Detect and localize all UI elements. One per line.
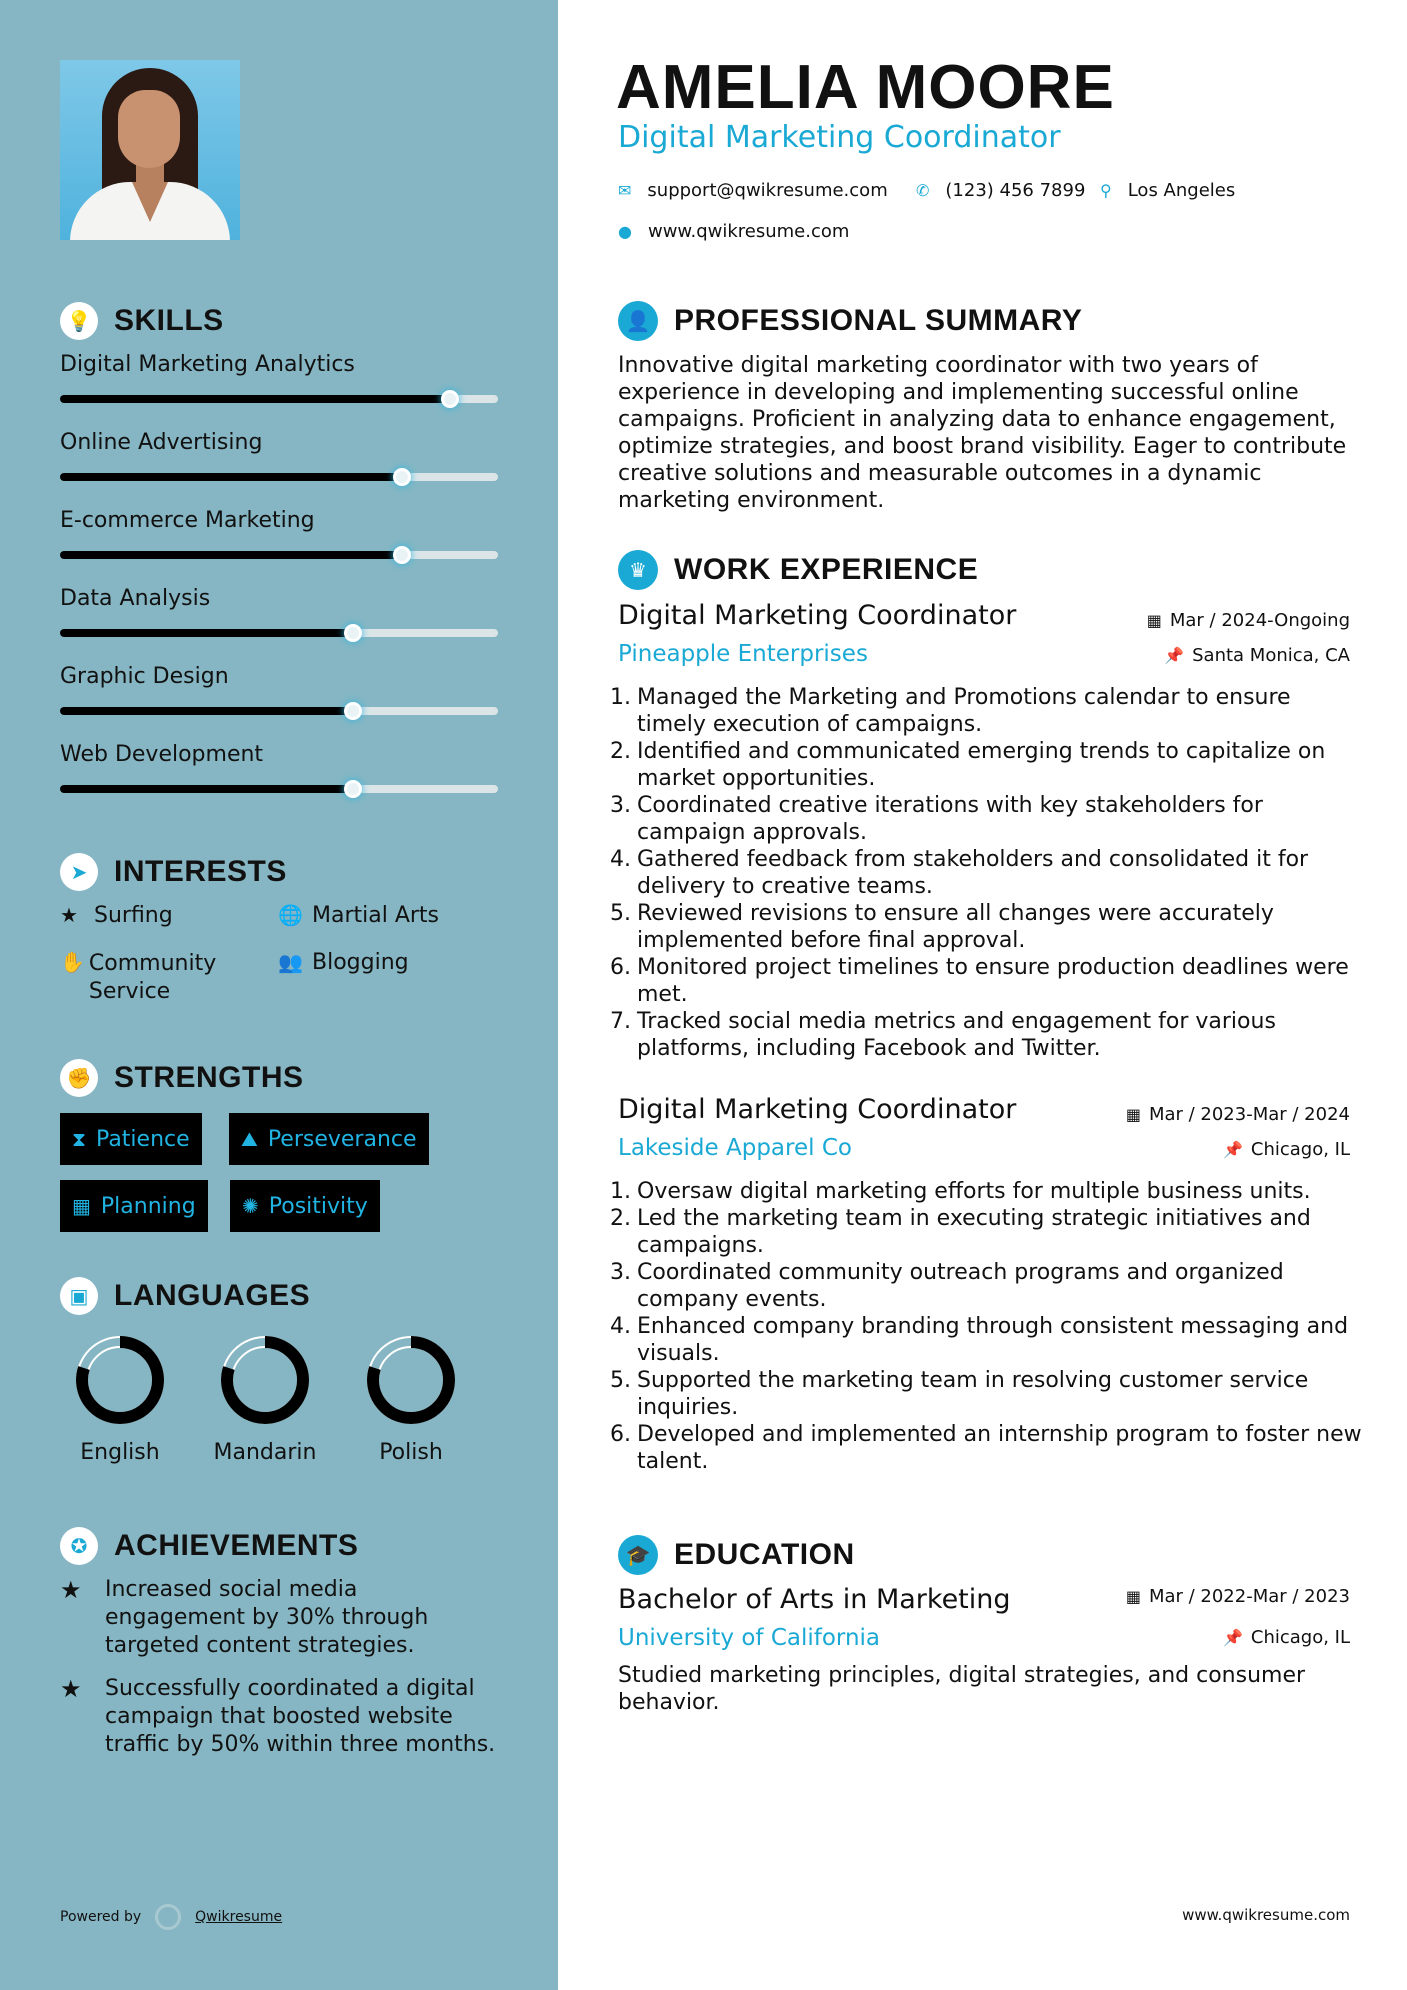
candidate-name: AMELIA MOORE — [616, 53, 1115, 122]
strengths-heading — [60, 1059, 304, 1097]
list-item: 5. Supported the marketing team in resolving customer service inquiries. — [610, 1368, 1309, 1420]
interest-item — [60, 903, 173, 928]
star-icon: ★ — [60, 903, 78, 927]
list-item: 2. Led the marketing team in executing strategic initiatives and campaigns. — [610, 1206, 1311, 1258]
job-location-text: Chicago, IL — [1250, 1139, 1350, 1160]
brand-link[interactable]: Qwikresume — [195, 1909, 283, 1925]
strength-tag — [229, 1113, 429, 1165]
skill-bar — [60, 395, 498, 403]
website-text: www.qwikresume.com — [647, 221, 850, 242]
pin-icon: 📌 — [1222, 1140, 1243, 1159]
skill-item — [60, 430, 498, 481]
degree-title: Bachelor of Arts in Marketing — [618, 1584, 1011, 1615]
job-title: Digital Marketing Coordinator — [618, 600, 1017, 631]
experience-title: WORK EXPERIENCE — [674, 553, 979, 586]
calendar-icon: ▦ — [1146, 611, 1162, 630]
strength-label: Planning — [100, 1193, 196, 1219]
list-item: 6. Monitored project timelines to ensure production deadlines were met. — [610, 955, 1349, 1007]
lightbulb-icon: 💡 — [60, 302, 98, 340]
education-location-text: Chicago, IL — [1250, 1627, 1350, 1648]
powered-by-label: Powered by — [60, 1909, 142, 1925]
sidebar — [0, 0, 558, 1990]
skills-heading — [60, 302, 224, 340]
strength-label: Patience — [96, 1126, 190, 1152]
skill-label: Graphic Design — [60, 664, 229, 689]
contact-location — [1100, 180, 1235, 201]
contact-phone[interactable] — [916, 180, 1085, 201]
road-icon: ⛰ — [241, 1127, 258, 1151]
skill-bar — [60, 473, 498, 481]
graduate-icon: 🎓 — [618, 1535, 658, 1575]
hourglass-icon: ⧗ — [72, 1127, 87, 1151]
language-label: Mandarin — [213, 1440, 317, 1465]
education-heading — [618, 1535, 855, 1575]
strength-tag — [60, 1113, 202, 1165]
id-card-icon: ▣ — [60, 1277, 98, 1315]
education-title: EDUCATION — [674, 1538, 855, 1571]
skill-label: E-commerce Marketing — [60, 508, 315, 533]
user-icon: 👤 — [618, 301, 658, 341]
interest-label: Surfing — [94, 903, 173, 928]
language-item — [200, 1332, 330, 1465]
job-bullets — [610, 1178, 1365, 1475]
interest-item — [278, 950, 409, 975]
education-dates — [1126, 1586, 1350, 1607]
strength-label: Perseverance — [267, 1126, 417, 1152]
job-title: Digital Marketing Coordinator — [618, 1094, 1017, 1125]
languages-heading — [60, 1277, 310, 1315]
sun-icon: ✺ — [242, 1194, 259, 1218]
footer-url[interactable]: www.qwikresume.com — [1182, 1906, 1350, 1924]
candidate-role: Digital Marketing Coordinator — [618, 120, 1061, 155]
main-content — [558, 0, 1407, 1990]
job-dates — [1147, 610, 1350, 631]
interest-item — [60, 950, 260, 1006]
calendar-icon: ▦ — [1125, 1587, 1141, 1606]
qwikresume-logo-icon — [155, 1904, 181, 1930]
languages-title: LANGUAGES — [114, 1279, 311, 1312]
contact-email[interactable] — [618, 180, 888, 201]
education-text: Studied marketing principles, digital strategies, and consumer behavior. — [618, 1663, 1306, 1715]
paper-plane-icon: ➤ — [60, 853, 98, 891]
skill-item — [60, 742, 498, 793]
interest-label: Martial Arts — [312, 903, 440, 928]
achievements-title: ACHIEVEMENTS — [114, 1529, 359, 1562]
list-item: 3. Coordinated creative iterations with key stakeholders for campaign approvals. — [610, 793, 1263, 845]
job-dates-text: Mar / 2023-Mar / 2024 — [1148, 1104, 1350, 1125]
phone-text: (123) 456 7899 — [945, 180, 1086, 201]
list-item: 5. Reviewed revisions to ensure all changes were accurately implemented before final approval. — [610, 901, 1274, 953]
skills-title: SKILLS — [114, 304, 224, 337]
globe-icon: 🌐 — [278, 903, 303, 927]
interest-label: Community Service — [88, 951, 217, 1004]
skill-item — [60, 352, 498, 403]
profile-photo — [60, 60, 240, 240]
list-item: 4. Enhanced company branding through consistent messaging and visuals. — [610, 1314, 1349, 1366]
job-location-text: Santa Monica, CA — [1192, 645, 1350, 666]
envelope-icon: ✉ — [618, 181, 632, 200]
shooting-star-icon: ★ — [60, 1576, 82, 1604]
star-badge-icon: ✪ — [60, 1527, 98, 1565]
calendar-icon: ▦ — [1125, 1105, 1141, 1124]
hand-icon: ✋ — [60, 950, 85, 974]
experience-heading — [618, 550, 978, 590]
chair-icon: ♛ — [618, 550, 658, 590]
interests-heading — [60, 853, 287, 891]
summary-text: Innovative digital marketing coordinator with two years of experience in developing and implementing successful online campaigns. Proficient in analyzing data to enhance engagement, optimize strategies, and boost brand visibility. Eager to contribute creative solutions and measurable outcomes in a dynamic marketing environment. — [618, 353, 1347, 513]
job-location — [1223, 1139, 1350, 1160]
phone-icon: ✆ — [916, 181, 930, 200]
skill-item — [60, 586, 498, 637]
globe-icon: ● — [618, 222, 632, 241]
interest-label: Blogging — [312, 950, 409, 975]
skill-label: Online Advertising — [60, 430, 263, 455]
list-item: 3. Coordinated community outreach programs and organized company events. — [610, 1260, 1284, 1312]
job-company: Lakeside Apparel Co — [618, 1135, 852, 1161]
education-location — [1223, 1627, 1350, 1648]
map-pin-icon: ⚲ — [1100, 181, 1112, 200]
list-item: 6. Developed and implemented an internship program to foster new talent. — [610, 1422, 1362, 1474]
strengths-title: STRENGTHS — [114, 1061, 304, 1094]
strength-label: Positivity — [268, 1193, 368, 1219]
language-label: English — [80, 1440, 160, 1465]
skill-bar — [60, 785, 498, 793]
list-item: 1. Oversaw digital marketing efforts for multiple business units. — [610, 1179, 1311, 1204]
achievement-text: Increased social media engagement by 30% through targeted content strategies. — [105, 1577, 429, 1658]
users-icon: 👥 — [278, 950, 303, 974]
achievements-heading — [60, 1527, 358, 1565]
achievement-item — [60, 1675, 500, 1759]
job-bullets — [610, 684, 1365, 1062]
skill-label: Data Analysis — [60, 586, 211, 611]
job-location — [1164, 645, 1350, 666]
skill-bar — [60, 629, 498, 637]
achievement-text: Successfully coordinated a digital campaign that boosted website traffic by 50% within three months. — [105, 1676, 496, 1757]
powered-by — [60, 1904, 282, 1930]
skill-bar — [60, 551, 498, 559]
calendar-icon: ▦ — [72, 1194, 91, 1218]
language-ring — [217, 1332, 313, 1428]
skill-bar — [60, 707, 498, 715]
fist-icon: ✊ — [60, 1059, 98, 1097]
skill-label: Digital Marketing Analytics — [60, 352, 355, 377]
school-name: University of California — [618, 1625, 881, 1651]
strength-tag — [60, 1180, 208, 1232]
job-company: Pineapple Enterprises — [618, 641, 868, 667]
pin-icon: 📌 — [1164, 646, 1185, 665]
interests-title: INTERESTS — [114, 855, 287, 888]
language-ring — [363, 1332, 459, 1428]
job-dates-text: Mar / 2024-Ongoing — [1169, 610, 1350, 631]
achievement-item — [60, 1576, 500, 1660]
strength-tag — [230, 1180, 380, 1232]
language-label: Polish — [379, 1440, 443, 1465]
skill-item — [60, 508, 498, 559]
list-item: 7. Tracked social media metrics and engagement for various platforms, including Facebook and Twitter. — [610, 1009, 1276, 1061]
email-text: support@qwikresume.com — [647, 180, 888, 201]
summary-heading — [618, 301, 1082, 341]
list-item: 1. Managed the Marketing and Promotions calendar to ensure timely execution of campaigns. — [610, 685, 1291, 737]
summary-title: PROFESSIONAL SUMMARY — [674, 304, 1083, 337]
skill-item — [60, 664, 498, 715]
language-item — [55, 1332, 185, 1465]
language-item — [346, 1332, 476, 1465]
language-ring — [72, 1332, 168, 1428]
pin-icon: 📌 — [1222, 1628, 1243, 1647]
job-dates — [1126, 1104, 1350, 1125]
skill-label: Web Development — [60, 742, 264, 767]
shooting-star-icon: ★ — [60, 1675, 82, 1703]
contact-website[interactable] — [618, 221, 849, 242]
location-text: Los Angeles — [1127, 180, 1236, 201]
list-item: 4. Gathered feedback from stakeholders and consolidated it for delivery to creative teams. — [610, 847, 1309, 899]
education-dates-text: Mar / 2022-Mar / 2023 — [1148, 1586, 1350, 1607]
list-item: 2. Identified and communicated emerging trends to capitalize on market opportunities. — [610, 739, 1326, 791]
interest-item — [278, 903, 439, 928]
